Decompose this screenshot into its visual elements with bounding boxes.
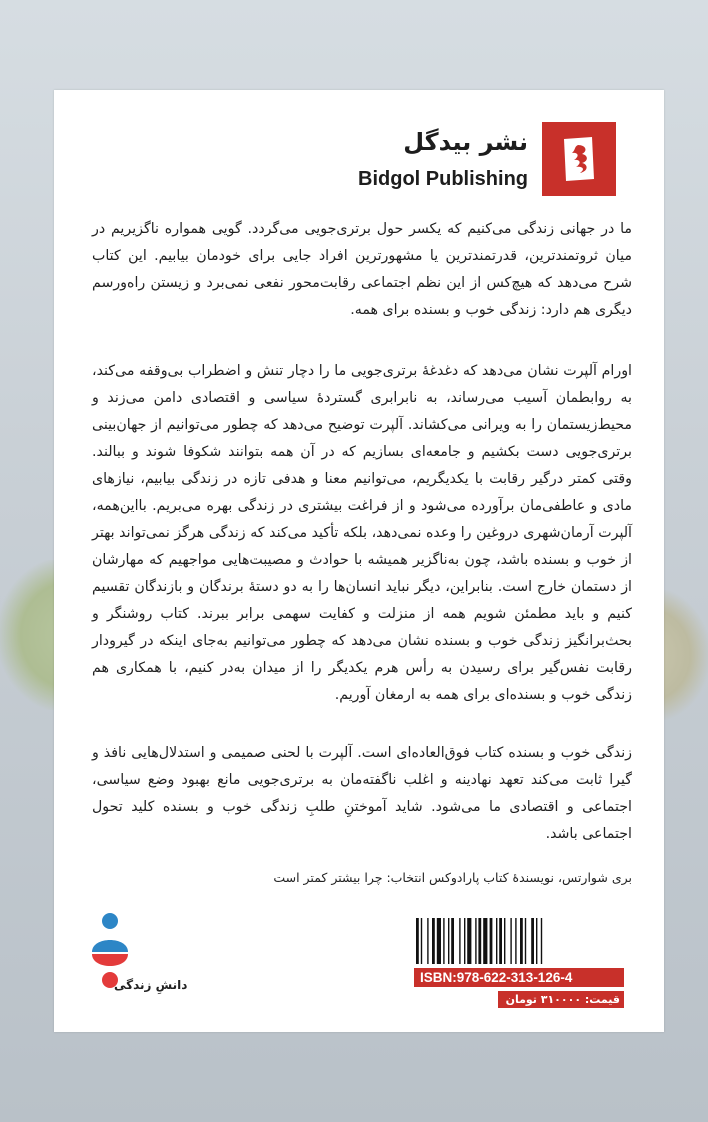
price-label: قیمت: ۳۱۰۰۰۰ تومان [498, 991, 624, 1008]
isbn-barcode [414, 918, 624, 964]
isbn-label: ISBN:978-622-313-126-4 [414, 968, 624, 987]
publisher-name-fa: نشر بیدگل [403, 128, 528, 156]
description-paragraph-1: ما در جهانی زندگی می‌کنیم که یکسر حول برتری‌جویی می‌گردد. گویی همواره ناگزیریم در میان ثروتمندترین، قدرتمندترین یا مشهورترین افراد جایی برای خودمان بیابیم. این کتاب شرح می‌دهد که هیچ‌کس از این نظم اجتماعی رقابت‌محور نفعی نمی‌برد و زیستن راه‌ورسم دیگری هم دارد: زندگی خوب و بسنده برای همه. [92, 221, 632, 318]
endorsement-author: بری شوارتس، نویسندهٔ کتاب پارادوکس انتخاب: چرا بیشتر کمتر است [273, 870, 632, 885]
description-paragraph-2: اورام آلپرت نشان می‌دهد که دغدغهٔ برتری‌جویی ما را دچار تنش و اضطراب بی‌وقفه می‌کند، به روابطمان آسیب می‌رساند، به نابرابری گستردهٔ سیاسی و اقتصادی دامن می‌زند و محیط‌زیستمان را به ویرانی می‌کشاند. آلپرت توضیح می‌دهد که چطور می‌توانیم از جهان‌بینی برتری‌جویی دست بکشیم و جامعه‌ای بسازیم که در آن همه بتوانند شکوفا شوند و ببالند. وقتی کمتر درگیر رقابت با یکدیگریم، می‌توانیم معنا و هدفی تازه در زندگی بیابیم، نیازهای مادی و عاطفی‌مان برآورده می‌شود و از فراغت بیشتری در زندگی بهره می‌بریم. بااین‌همه، آلپرت آرمان‌شهری دروغین را وعده نمی‌دهد، بلکه تأکید می‌کند که زندگی هرگز نمی‌تواند بهتر از خوب و بسنده باشد، چون به‌ناگزیر همیشه با حوادث و مصیبت‌هایی مواجهیم که مهارشان از دستمان خارج است. بنابراین، دیگر نباید انسان‌ها را به دو دستهٔ برندگان و بازندگان تقسیم کنیم و باید مطمئن شویم همه از منزلت و کفایت سهمی برابر ببرند. کتاب روشنگر و بحث‌برانگیز زندگی خوب و بسنده نشان می‌دهد که چطور می‌توانیم به‌جای اینکه در گیرودار رقابت نفس‌گیر برای رسیدن به رأس هرم یکدیگر را از میدان به‌در کنیم، با همکاری هم زندگی خوب و بسنده‌ای برای همه به ارمغان آوریم. [92, 363, 632, 703]
publisher-name-en: Bidgol Publishing [358, 168, 528, 190]
bidgol-logo-icon [542, 122, 616, 196]
book-back-cover [54, 90, 664, 1032]
imprint-name: دانشِ زندگی [114, 978, 188, 992]
barcode-block [414, 918, 624, 1008]
publisher-brand [346, 122, 616, 196]
endorsement-quote: زندگی خوب و بسنده کتاب فوق‌العاده‌ای است. آلپرت با لحنی صمیمی و استدلال‌هایی نافذ و گیرا ثابت می‌کند تعهد نهادینه و اغلب ناگفته‌مان به برتری‌جویی مانع بهبود وضع سیاسی، اجتماعی و اقتصادی ما می‌شود. شاید آموختنِ طلبِ زندگی خوب و بسنده کلید تحول اجتماعی باشد. [92, 745, 632, 842]
